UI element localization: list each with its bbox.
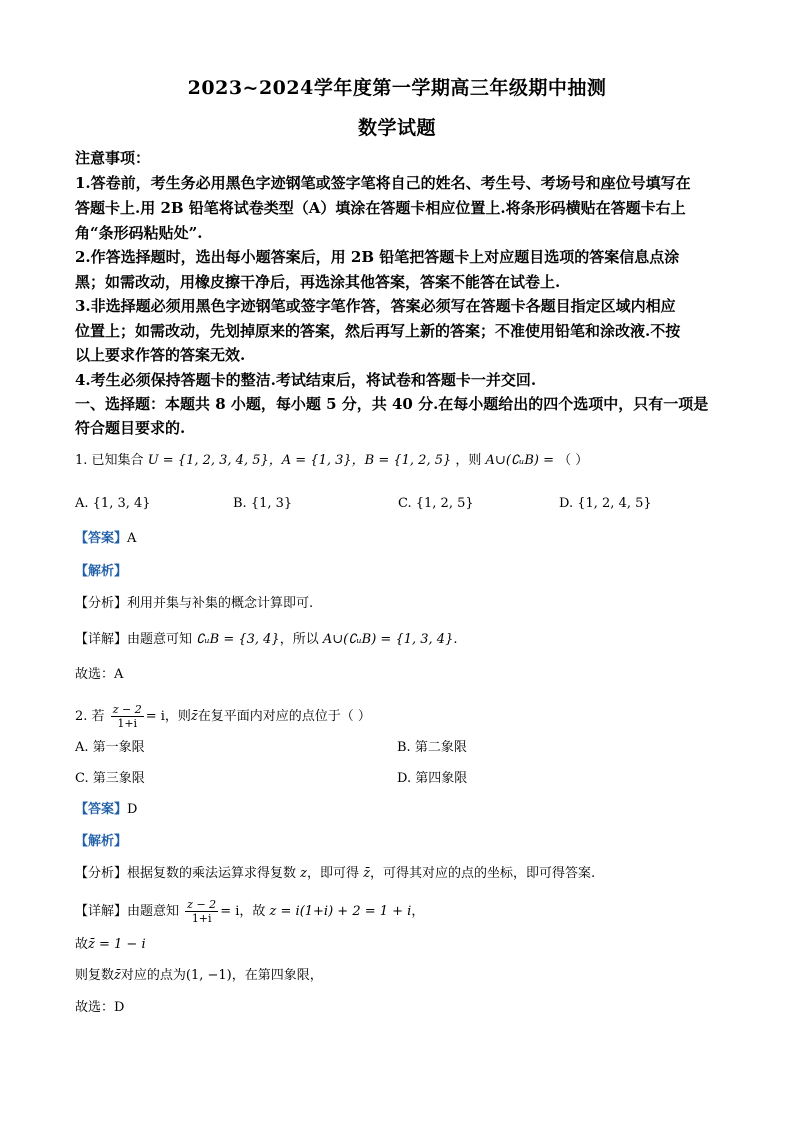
q2-line2-text: 故 (75, 937, 89, 952)
q2-fenxi-text2: ，即可得 (307, 866, 360, 881)
q1-option-b: B. {1, 3} (233, 496, 293, 511)
q2-detail-end: ， (411, 904, 425, 919)
notice-item1-line3: 角“条形码粘贴处”. (75, 224, 203, 242)
q2-fenxi-zbar: z̄ (363, 866, 371, 881)
q1-option-a: A. {1, 3, 4} (75, 496, 151, 511)
notice-item1-line2: 答题卡上.用 2B 铅笔将试卷类型（A）填涂在答题卡相应位置上.将条形码横贴在答题卡右上 (75, 199, 686, 217)
section-heading-line1: 一、选择题：本题共 8 小题，每小题 5 分，共 40 分.在每小题给出的四个选项中，只有一项是 (75, 395, 709, 413)
q1-answer-label: 【答案】 (75, 531, 128, 546)
q2-prefix: 2. 若 (75, 709, 105, 724)
q2-detail-text-a: 由题意知 (127, 904, 180, 919)
q2-zbar: z̄ (190, 709, 198, 724)
q1-analysis-label: 【解析】 (75, 564, 128, 579)
q2-option-c: C. 第三象限 (75, 771, 145, 786)
q2-fenxi-z: z (300, 866, 308, 881)
q2-line2 (75, 935, 146, 955)
q2-frac-num: z − 2 (112, 703, 142, 716)
notice-item2-line2: 黑；如需改动，用橡皮擦干净后，再选涂其他答案，答案不能答在试卷上. (75, 273, 561, 291)
q2-line3 (75, 966, 323, 986)
q2-detail (75, 898, 424, 925)
q1-detail (75, 630, 457, 650)
q1-mid: ，则 (455, 453, 482, 468)
q2-detail-frac-den: 1+i (191, 912, 212, 925)
q1-detail-end: . (453, 632, 458, 647)
q1-stem (75, 451, 588, 471)
q2-detail-math: z = i(1+i) + 2 = 1 + i (269, 904, 412, 919)
q1-detail-math2: A∪(∁ᵤB) = {1, 3, 4} (322, 632, 454, 647)
q2-answer-label: 【答案】 (75, 802, 128, 817)
notice-item3-line1: 3.非选择题必须用黑色字迹钢笔或签字笔作答，答案必须写在答题卡各题目指定区域内相应 (75, 297, 676, 315)
notice-item4: 4.考生必须保持答题卡的整洁.考试结束后，将试卷和答题卡一并交回. (75, 371, 537, 389)
exam-subtitle: 数学试题 (357, 117, 436, 139)
q2-fenxi-text: 根据复数的乘法运算求得复数 (127, 866, 297, 881)
q2-line3-point: (1, −1) (185, 968, 232, 983)
q2-detail-label: 【详解】 (75, 904, 128, 919)
q2-eq: = i (145, 709, 165, 724)
q1-answer (75, 529, 136, 549)
q1-expr: A∪(∁ᵤB) = (485, 453, 555, 468)
q2-analysis (75, 832, 127, 852)
notice-item2-line1: 2.作答选择题时，选出每小题答案后，用 2B 铅笔把答题卡上对应题目选项的答案信息点涂 (75, 248, 680, 266)
q2-option-b: B. 第二象限 (397, 740, 467, 755)
q2-detail-fraction (185, 898, 218, 925)
q1-sets: U = {1, 2, 3, 4, 5}，A = {1, 3}，B = {1, 2, 5} (147, 453, 452, 468)
section-heading-line2: 符合题目要求的. (75, 419, 186, 437)
q2-detail-eq: = i (220, 904, 240, 919)
q2-line3-zbar: z̄ (114, 968, 121, 983)
q2-line3-text-c: ，在第四象限， (231, 968, 323, 983)
q1-answer-value: A (127, 531, 137, 546)
q1-fenxi (75, 594, 313, 614)
q1-fenxi-label: 【分析】 (75, 596, 128, 611)
q1-fenxi-text: 利用并集与补集的概念计算即可. (127, 596, 314, 611)
q2-fenxi-label: 【分析】 (75, 866, 128, 881)
notice-item3-line2: 位置上；如需改动，先划掉原来的答案，然后再写上新的答案；不准使用铅笔和涂改液.不按 (75, 322, 681, 340)
q1-option-c: C. {1, 2, 5} (398, 496, 474, 511)
q1-detail-math1: ∁ᵤB = {3, 4} (196, 632, 280, 647)
q2-line2-math: z̄ = 1 − i (88, 937, 146, 952)
q1-prefix: 1. 已知集合 (75, 453, 144, 468)
notice-heading: 注意事项： (75, 149, 151, 167)
q1-option-d: D. {1, 2, 4, 5} (559, 496, 652, 511)
q2-fenxi (75, 864, 595, 884)
q2-answer-value: D (127, 802, 138, 817)
notice-item1-line1: 1.答卷前，考生务必用黑色字迹钢笔或签字笔将自己的姓名、考生号、考场号和座位号填写在 (75, 174, 691, 192)
q2-detail-text-b: ，故 (239, 904, 266, 919)
exam-title: 2023~2024学年度第一学期高三年级期中抽测 (187, 77, 607, 99)
q2-analysis-label: 【解析】 (75, 834, 128, 849)
q2-fraction (111, 703, 144, 730)
q2-choose: 故选：D (75, 1000, 125, 1015)
q2-text: ，则 (164, 709, 191, 724)
q2-answer (75, 800, 137, 820)
q2-detail-frac-num: z − 2 (187, 898, 217, 911)
q1-blank: （ ） (558, 453, 589, 468)
q2-stem (75, 703, 371, 730)
q1-analysis (75, 562, 127, 582)
notice-item3-line3: 以上要求作答的答案无效. (75, 346, 246, 364)
q1-detail-label: 【详解】 (75, 632, 128, 647)
q2-option-d: D. 第四象限 (397, 771, 468, 786)
q1-detail-text-b: ，所以 (279, 632, 319, 647)
q2-option-a: A. 第一象限 (75, 740, 145, 755)
q2-line3-text-b: 对应的点为 (120, 968, 186, 983)
q1-detail-text-a: 由题意可知 (127, 632, 193, 647)
q1-choose: 故选：A (75, 667, 124, 682)
q2-text2: 在复平面内对应的点位于（ ） (197, 709, 371, 724)
q2-frac-den: 1+i (117, 717, 138, 730)
q2-line3-text-a: 则复数 (75, 968, 115, 983)
q2-fenxi-text3: ，可得其对应的点的坐标，即可得答案. (370, 866, 596, 881)
